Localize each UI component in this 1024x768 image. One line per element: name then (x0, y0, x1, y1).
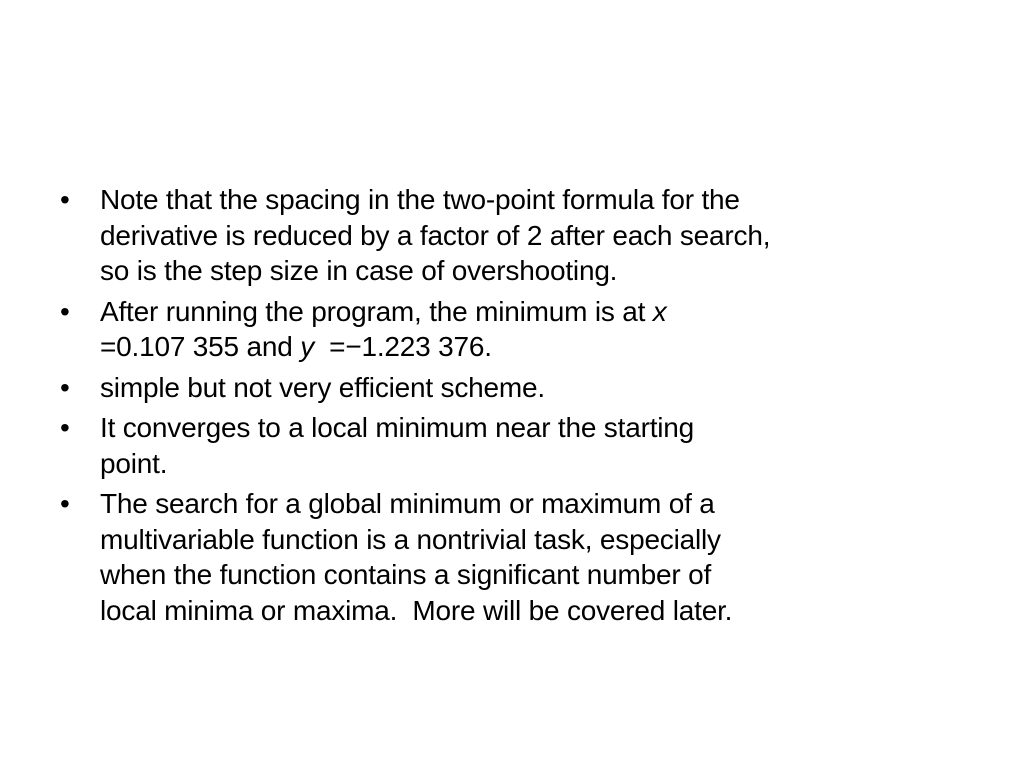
bullet-item-global-search (60, 486, 960, 628)
bullet-item-local-minimum (60, 410, 960, 481)
bullet-line (100, 329, 960, 365)
bullet-line: It converges to a local minimum near the starting (100, 412, 695, 443)
bullet-item-minimum-result (60, 294, 960, 365)
bullet-icon: • (60, 412, 70, 443)
bullet-text: =0.107 355 and (100, 331, 301, 362)
bullet-line: point. (100, 447, 168, 479)
bullet-icon: • (60, 488, 70, 519)
variable-x: x (652, 295, 667, 327)
variable-y: y (300, 331, 315, 362)
bullet-line (100, 294, 960, 330)
bullet-line: multivariable function is a nontrivial task, especially (100, 523, 721, 555)
bullet-item-step-size (60, 182, 960, 289)
bullet-line: simple but not very efficient scheme. (100, 371, 545, 403)
bullet-line: when the function contains a significant number of (100, 559, 712, 590)
bullet-icon: • (60, 184, 70, 215)
bullet-item-simple-scheme (60, 370, 960, 406)
bullet-list (60, 182, 960, 633)
bullet-line: so is the step size in case of overshooting. (100, 255, 618, 286)
bullet-text: After running the program, the minimum is at (100, 295, 653, 327)
bullet-icon: • (60, 371, 70, 403)
bullet-line: Note that the spacing in the two-point formula for the (100, 184, 740, 215)
bullet-line: local minima or maxima. More will be covered later. (100, 594, 733, 626)
bullet-text: =−1.223 376. (314, 331, 492, 362)
bullet-icon: • (60, 295, 70, 327)
bullet-line: The search for a global minimum or maximum of a (100, 488, 715, 519)
bullet-line: derivative is reduced by a factor of 2 after each search, (100, 219, 771, 251)
